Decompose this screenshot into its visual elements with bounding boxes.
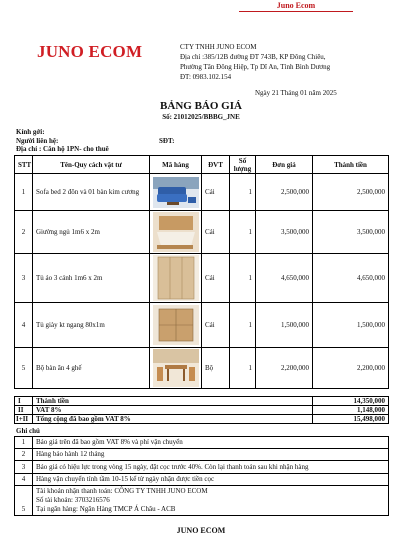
totals-value: 14,350,000 [313, 397, 389, 406]
row-image-cell [150, 211, 202, 254]
note-no: 1 [15, 437, 33, 449]
quote-number: Số: 21012025/BBBG_JNE [162, 113, 240, 121]
wardrobe-image [153, 255, 199, 301]
row-name: Bộ bàn ăn 4 ghế [33, 348, 150, 389]
totals-row [15, 397, 389, 406]
note-row [15, 437, 389, 449]
row-unit: Cái [202, 211, 230, 254]
row-price: 2,500,000 [256, 174, 313, 211]
company-logo: JUNO ECOM [37, 42, 143, 61]
table-row [15, 174, 389, 211]
header-qty: Số lượng [230, 156, 256, 174]
footer-brand: JUNO ECOM [176, 526, 226, 535]
row-image-cell [150, 303, 202, 348]
top-brand: Juno Ecom [239, 0, 353, 12]
row-stt: 5 [15, 348, 33, 389]
notes-table [14, 436, 389, 516]
note-row [15, 474, 389, 486]
header-code: Mã hàng [150, 156, 202, 174]
recipient-phone: SĐT: [159, 137, 175, 145]
header-name: Tên-Quy cách vật tư [33, 156, 150, 174]
totals-table [14, 396, 389, 424]
row-total: 4,650,000 [313, 254, 389, 303]
totals-row [15, 415, 389, 424]
totals-value: 1,148,000 [313, 406, 389, 415]
table-row [15, 348, 389, 389]
header-price: Đơn giá [256, 156, 313, 174]
note-text: Hàng vận chuyển tính tầm 10-15 kể từ ngày nhận được tiền cọc [33, 474, 389, 486]
row-image-cell [150, 348, 202, 389]
row-total: 2,200,000 [313, 348, 389, 389]
row-unit: Bộ [202, 348, 230, 389]
totals-label: Tổng cộng đã bao gồm VAT 8% [33, 415, 313, 424]
totals-value: 15,498,000 [313, 415, 389, 424]
note-row [15, 449, 389, 461]
row-price: 3,500,000 [256, 211, 313, 254]
table-row [15, 303, 389, 348]
table-row [15, 254, 389, 303]
row-qty: 1 [230, 254, 256, 303]
dining-set-image [153, 349, 199, 387]
totals-label: Thành tiền [33, 397, 313, 406]
row-stt: 3 [15, 254, 33, 303]
totals-no: I+II [15, 415, 33, 424]
items-header-row [15, 156, 389, 174]
recipient-to: Kính gởi: [16, 128, 45, 136]
company-phone: ĐT: 0983.102.154 [180, 73, 232, 81]
shoe-cabinet-image [153, 305, 199, 345]
row-image-cell [150, 254, 202, 303]
bank-name: Tại ngân hàng: Ngân Hàng TMCP Á Châu - ACB [36, 505, 176, 513]
note-no: 5 [15, 486, 33, 516]
header-total: Thành tiền [313, 156, 389, 174]
note-text: Hàng bảo hành 12 tháng [33, 449, 389, 461]
items-table [14, 155, 389, 389]
bed-image [153, 212, 199, 252]
totals-no: II [15, 406, 33, 415]
company-address-1: Địa chỉ :385/12B đường ĐT 743B, KP Đông Chiêu, [180, 53, 326, 61]
row-unit: Cái [202, 174, 230, 211]
row-price: 2,200,000 [256, 348, 313, 389]
bank-account-number: Số tài khoản: 3703216576 [36, 496, 110, 504]
note-no: 3 [15, 461, 33, 474]
bank-account-name: Tài khoản nhận thanh toán: CÔNG TY TNHH JUNO ECOM [36, 487, 208, 495]
company-info [180, 42, 390, 82]
company-name: CTY TNHH JUNO ECOM [180, 43, 257, 51]
row-total: 1,500,000 [313, 303, 389, 348]
note-no: 2 [15, 449, 33, 461]
quote-date: Ngày 21 Tháng 01 năm 2025 [255, 89, 337, 97]
header-unit: ĐVT [202, 156, 230, 174]
row-qty: 1 [230, 348, 256, 389]
note-no: 4 [15, 474, 33, 486]
totals-label: VAT 8% [33, 406, 313, 415]
note-row [15, 461, 389, 474]
totals-no: I [15, 397, 33, 406]
row-stt: 2 [15, 211, 33, 254]
note-text: Báo giá trên đã bao gồm VAT 8% và phí vận chuyển [33, 437, 389, 449]
recipient-contact: Người liên hệ: [16, 137, 59, 145]
totals-row [15, 406, 389, 415]
row-name: Tủ áo 3 cánh 1m6 x 2m [33, 254, 150, 303]
row-total: 3,500,000 [313, 211, 389, 254]
note-bank-info [33, 486, 389, 516]
row-price: 1,500,000 [256, 303, 313, 348]
row-stt: 1 [15, 174, 33, 211]
table-row [15, 211, 389, 254]
note-text: Báo giá có hiệu lực trong vòng 15 ngày, đặt cọc trước 40%. Còn lại thanh toán sau khi nhận hàng [33, 461, 389, 474]
notes-title: Ghi chú [16, 427, 40, 435]
recipient-location: Địa chỉ : Căn hộ 1PN- cho thuê [16, 145, 109, 153]
row-unit: Cái [202, 254, 230, 303]
row-stt: 4 [15, 303, 33, 348]
header-stt: STT [15, 156, 33, 174]
company-address-2: Phường Tân Đông Hiệp, Tp Dĩ An, Tỉnh Bình Dương [180, 63, 331, 71]
row-qty: 1 [230, 174, 256, 211]
row-name: Sofa bed 2 đôn và 01 bàn kim cương [33, 174, 150, 211]
row-unit: Cái [202, 303, 230, 348]
note-row [15, 486, 389, 516]
row-qty: 1 [230, 303, 256, 348]
row-image-cell [150, 174, 202, 211]
row-price: 4,650,000 [256, 254, 313, 303]
quote-title: BẢNG BÁO GIÁ [160, 100, 242, 112]
row-qty: 1 [230, 211, 256, 254]
row-name: Tủ giày kt ngang 80x1m [33, 303, 150, 348]
row-name: Giường ngủ 1m6 x 2m [33, 211, 150, 254]
row-total: 2,500,000 [313, 174, 389, 211]
recipient-contact-row [16, 137, 175, 145]
sofa-image [153, 177, 199, 208]
